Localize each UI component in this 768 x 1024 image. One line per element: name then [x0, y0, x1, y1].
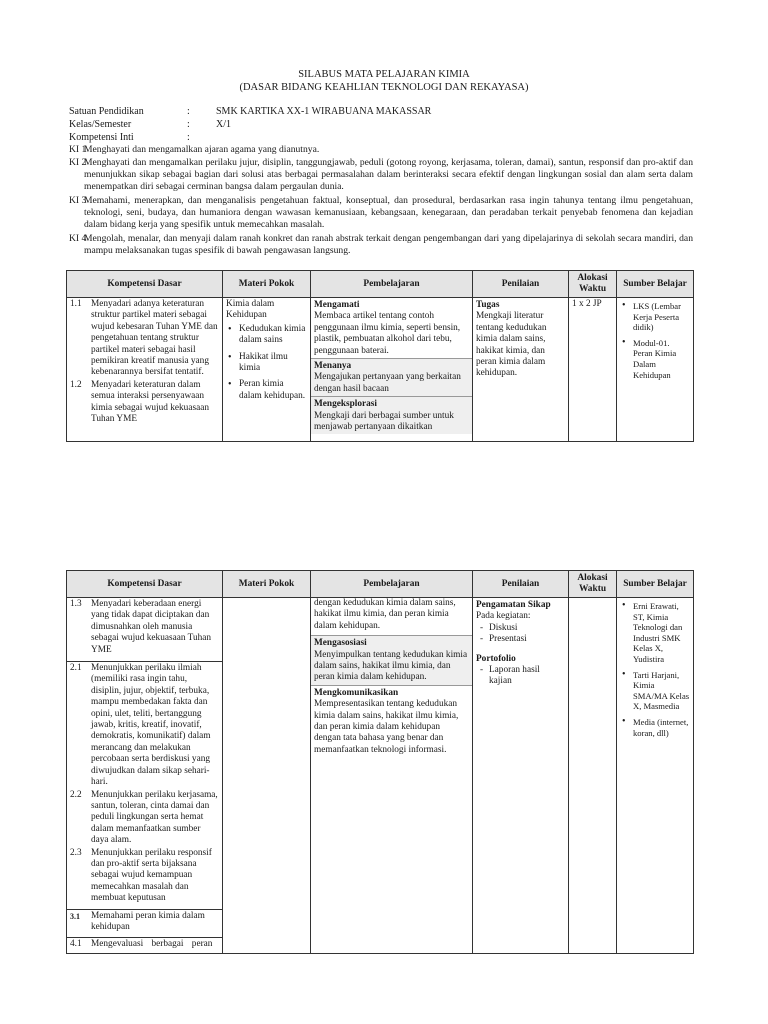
list-item: • Peran kimia dalam kehidupan.: [226, 379, 307, 402]
col-penilaian: Penilaian: [473, 571, 569, 598]
info-value-satuan: SMK KARTIKA XX-1 WIRABUANA MAKASSAR: [216, 106, 432, 117]
kd-cell: [67, 298, 223, 442]
info-label-kelas: Kelas/Semester: [69, 119, 132, 130]
kd-group: [67, 662, 222, 910]
kd-cell: [67, 598, 223, 954]
document-subtitle: (DASAR BIDANG KEAHLIAN TEKNOLOGI DAN REKAYASA): [239, 82, 529, 93]
info-sep: :: [187, 106, 190, 117]
col-alokasi-waktu: Alokasi Waktu: [569, 571, 617, 598]
list-item: • Erni Erawati, ST, Kimia Teknologi dan Industri SMK Kelas X, Yudistira: [620, 601, 690, 665]
sumber-cell: [617, 598, 694, 954]
col-pembelajaran: Pembelajaran: [311, 271, 473, 298]
ki-item: KI 3 Memahami, menerapkan, dan menganalisis pengetahuan faktual, konseptual, dan prosedural, berdasarkan rasa ingin tahunya tentang ilmu pengetahuan, teknologi, seni, budaya, dan humaniora dengan wawasan kemanusiaan, kebangsaan, kenegaraan, dan peradaban terkait penyebab fenomena dan kejadian dalam bidang kerja yang spesifik untuk memecahkan masalah.: [69, 195, 693, 231]
col-kompetensi-dasar: Kompetensi Dasar: [67, 571, 223, 598]
alokasi-cell: [569, 598, 617, 954]
col-sumber-belajar: Sumber Belajar: [617, 271, 694, 298]
list-item: - Diskusi: [476, 623, 565, 634]
ki-item: KI 4 Mengolah, menalar, dan menyaji dalam ranah konkret dan ranah abstrak terkait dengan pengembangan dari yang dipelajarinya di sekolah secara mandiri, dan mampu melaksanakan tugas spesifik di bawah pengawasan langsung.: [69, 233, 693, 257]
materi-cell: [223, 598, 311, 954]
kd-item: 3.1 Memahami peran kimia dalam kehidupan: [70, 910, 205, 932]
pembelajaran-cell: [311, 598, 473, 954]
kd-group: [67, 938, 222, 952]
step-mengasosiasi: Mengasosiasi Menyimpulkan tentang kedudukan kimia dalam sains, hakikat ilmu kimia, dan peran kimia dalam kehidupan.: [311, 635, 472, 685]
step-mengeksplorasi: Mengeksplorasi Mengkaji dari berbagai sumber untuk menjawab pertanyaan dikaitkan: [311, 396, 472, 434]
table-header-row: [67, 571, 694, 598]
step-menanya: Menanya Mengajukan pertanyaan yang berkaitan dengan hasil bacaan: [311, 358, 472, 396]
penilaian-cell: Pengamatan Sikap Pada kegiatan: - Diskusi - Presentasi Portofolio - Laporan hasil kajian: [473, 598, 569, 954]
penilaian-cell: Tugas Mengkaji literatur tentang kedudukan kimia dalam sains, hakikat kimia, dan peran kimia dalam kehidupan.: [473, 298, 569, 442]
document-title: SILABUS MATA PELAJARAN KIMIA: [298, 69, 470, 80]
list-item: - Laporan hasil kajian: [476, 665, 559, 688]
kd-item: 2.3 Menunjukkan perilaku responsif dan pro-aktif serta bijaksana sebagai wujud kemampuan memecahkan masalah dan membuat keputusan: [70, 847, 212, 904]
info-sep: :: [187, 132, 190, 143]
list-item: • Media (internet, koran, dll): [620, 717, 690, 738]
col-alokasi-waktu: Alokasi Waktu: [569, 271, 617, 298]
alokasi-cell: 1 x 2 JP: [569, 298, 617, 442]
materi-cell: [223, 298, 311, 442]
pembelajaran-cell: [311, 298, 473, 442]
info-label-satuan: Satuan Pendidikan: [69, 106, 144, 117]
pembelajaran-continued: dengan kedudukan kimia dalam sains, hakikat ilmu kimia, dan peran kimia dalam kehidupan.: [314, 598, 456, 631]
kd-item: 1.3 Menyadari keberadaan energi yang tidak dapat diciptakan dan dimusnahkan oleh manusia sebagai wujud kekuasaan Tuhan YME: [70, 599, 212, 655]
kd-item: 2.2 Menunjukkan perilaku kerjasama, santun, toleran, cinta damai dan peduli lingkungan serta hemat dalam memanfaatkan sumber daya alam.: [70, 789, 218, 846]
ki-item: KI 2 Menghayati dan mengamalkan perilaku jujur, disiplin, tanggungjawab, peduli (gotong royong, kerjasama, toleran, damai), santun, responsif dan pro-aktif dan menunjukkan sikap sebagai bagian dari solusi atas berbagai permasalahan dalam berinteraksi secara efektif dengan lingkungan sosial dan alam serta dalam menempatkan diri sebagai cerminan bangsa dalam pergaulan dunia.: [69, 157, 693, 193]
col-penilaian: Penilaian: [473, 271, 569, 298]
list-item: • Modul-01. Peran Kimia Dalam Kehidupan: [620, 338, 690, 380]
kd-item: 1.1 Menyadari adanya keteraturan struktur partikel materi sebagai wujud kebesaran Tuhan YME dan pengetahuan tentang struktur partikel materi sebagai hasil pemikiran kreatif manusia yang kebenarannya bersifat tentatif.: [70, 299, 218, 378]
list-item: • Kedudukan kimia dalam sains: [226, 324, 307, 347]
info-value-kelas: X/1: [216, 119, 231, 130]
step-mengkomunikasikan: Mengkomunikasikan Mempresentasikan tentang kedudukan kimia dalam sains, hakikat ilmu kimia, dan peran kimia dalam kehidupan dengan tata bahasa yang benar dan memanfaatkan teknologi informasi.: [311, 685, 472, 757]
info-sep: :: [187, 119, 190, 130]
list-item: - Presentasi: [476, 634, 565, 645]
table-row: [67, 598, 694, 954]
step-mengamati: Mengamati Membaca artikel tentang contoh penggunaan ilmu kimia, seperti bensin, plastik, pembuatan alkohol dari tebu, penggunaan baterai.: [314, 300, 461, 356]
kd-item: 1.2 Menyadari keteraturan dalam semua interaksi persenyawaan kimia sebagai wujud kekuasaan Tuhan YME: [70, 379, 209, 425]
list-item: • Hakikat ilmu kimia: [226, 352, 307, 375]
ki-item: KI 1 Menghayati dan mengamalkan ajaran agama yang dianutnya.: [69, 144, 320, 155]
info-label-ki: Kompetensi Inti: [69, 132, 134, 143]
kd-group: [67, 910, 222, 939]
col-materi-pokok: Materi Pokok: [223, 271, 311, 298]
col-materi-pokok: Materi Pokok: [223, 571, 311, 598]
materi-head: Kimia dalam Kehidupan: [226, 299, 275, 321]
col-pembelajaran: Pembelajaran: [311, 571, 473, 598]
syllabus-table-2: [66, 570, 694, 954]
table-row: [67, 298, 694, 442]
kd-item: 2.1 Menunjukkan perilaku ilmiah (memiliki rasa ingin tahu, disiplin, jujur, objektif, terbuka, mampu membedakan fakta dan opini, ulet, teliti, bertanggung jawab, kritis, kreatif, inovatif, demokratis, komunikatif) dalam merancang dan melakukan percobaan serta berdiskusi yang diwujudkan dalam sikap sehari-hari.: [70, 663, 211, 788]
list-item: • Tarti Harjani, Kimia SMA/MA Kelas X, Masmedia: [620, 670, 690, 712]
kd-item: 4.1 Mengevaluasi berbagai peran: [70, 939, 213, 950]
kd-group: [67, 598, 222, 662]
syllabus-table-1: [66, 270, 694, 442]
list-item: • LKS (Lembar Kerja Peserta didik): [620, 301, 690, 333]
table-header-row: [67, 271, 694, 298]
col-sumber-belajar: Sumber Belajar: [617, 571, 694, 598]
sumber-cell: [617, 298, 694, 442]
col-kompetensi-dasar: Kompetensi Dasar: [67, 271, 223, 298]
